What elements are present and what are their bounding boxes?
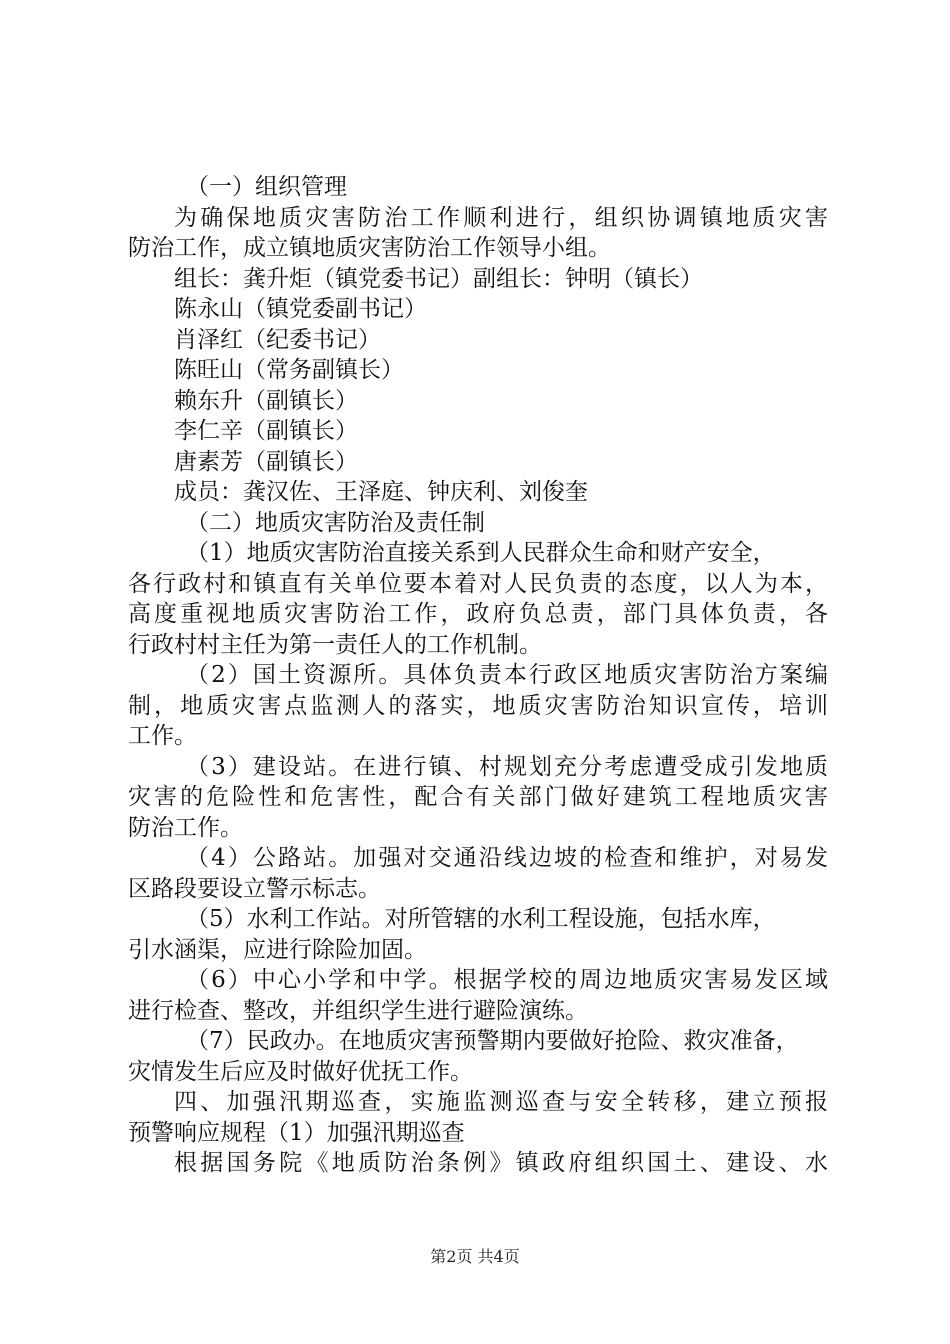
paragraph-line: （4）公路站。加强对交通沿线边坡的检查和维护，对易发 bbox=[186, 845, 828, 871]
paragraph-line: 区路段要设立警示标志。 bbox=[128, 875, 381, 902]
paragraph-line: 引水涵渠，应进行除险加固。 bbox=[128, 936, 427, 963]
member-line: 李仁辛（副镇长） bbox=[174, 418, 358, 444]
paragraph-line: 防治工作，成立镇地质灾害防治工作领导小组。 bbox=[128, 235, 611, 261]
paragraph-line: 进行检查、整改，并组织学生进行避险演练。 bbox=[128, 997, 588, 1024]
paragraph-line: 制，地质灾害点监测人的落实，地质灾害防治知识宣传，培训 bbox=[128, 692, 828, 719]
paragraph-line: 高度重视地质灾害防治工作，政府负总责，部门具体负责，各 bbox=[128, 601, 828, 627]
member-line: 陈永山（镇党委副书记） bbox=[174, 296, 427, 322]
section-heading-organization: （一）组织管理 bbox=[186, 174, 347, 200]
paragraph-line: （6）中心小学和中学。根据学校的周边地质灾害易发区域 bbox=[186, 967, 828, 993]
paragraph-line: （2）国土资源所。具体负责本行政区地质灾害防治方案编 bbox=[186, 662, 828, 688]
paragraph-line: 灾害的危险性和危害性，配合有关部门做好建筑工程地质灾害 bbox=[128, 784, 828, 810]
page-number-footer: 第2页 共4页 bbox=[430, 1247, 520, 1266]
paragraph-line: 行政村村主任为第一责任人的工作机制。 bbox=[128, 631, 542, 658]
section-heading-responsibility: （二）地质灾害防治及责任制 bbox=[186, 509, 485, 536]
paragraph-line: 各行政村和镇直有关单位要本着对人民负责的态度，以人为本， bbox=[128, 570, 828, 597]
leader-line: 组长：龚升炬（镇党委书记）副组长：钟明（镇长） bbox=[174, 265, 703, 292]
member-line: 赖东升（副镇长） bbox=[174, 387, 358, 414]
paragraph-line: 防治工作。 bbox=[128, 814, 243, 841]
members-list: 成员：龚汉佐、王泽庭、钟庆利、刘俊奎 bbox=[174, 479, 588, 505]
section-heading-patrol: 四、加强汛期巡查，实施监测巡查与安全转移，建立预报 bbox=[174, 1089, 828, 1115]
paragraph-line: （3）建设站。在进行镇、村规划充分考虑遭受成引发地质 bbox=[186, 753, 828, 780]
paragraph-line: 工作。 bbox=[128, 723, 197, 749]
paragraph-line: 为确保地质灾害防治工作顺利进行，组织协调镇地质灾害 bbox=[174, 204, 828, 231]
member-line: 陈旺山（常务副镇长） bbox=[174, 357, 404, 383]
paragraph-line: （5）水利工作站。对所管辖的水利工程设施，包括水库， bbox=[186, 906, 776, 932]
document-body bbox=[128, 172, 828, 1179]
paragraph-line: （7）民政办。在地质灾害预警期内要做好抢险、救灾准备， bbox=[186, 1028, 799, 1054]
member-line: 唐素芳（副镇长） bbox=[174, 448, 358, 475]
paragraph-line: 灾情发生后应及时做好优抚工作。 bbox=[128, 1058, 473, 1085]
member-line: 肖泽红（纪委书记） bbox=[174, 326, 381, 353]
paragraph-line: 预警响应规程（1）加强汛期巡查 bbox=[128, 1119, 465, 1146]
paragraph-line: （1）地质灾害防治直接关系到人民群众生命和财产安全， bbox=[186, 540, 776, 566]
paragraph-line: 根据国务院《地质防治条例》镇政府组织国土、建设、水 bbox=[174, 1150, 828, 1176]
